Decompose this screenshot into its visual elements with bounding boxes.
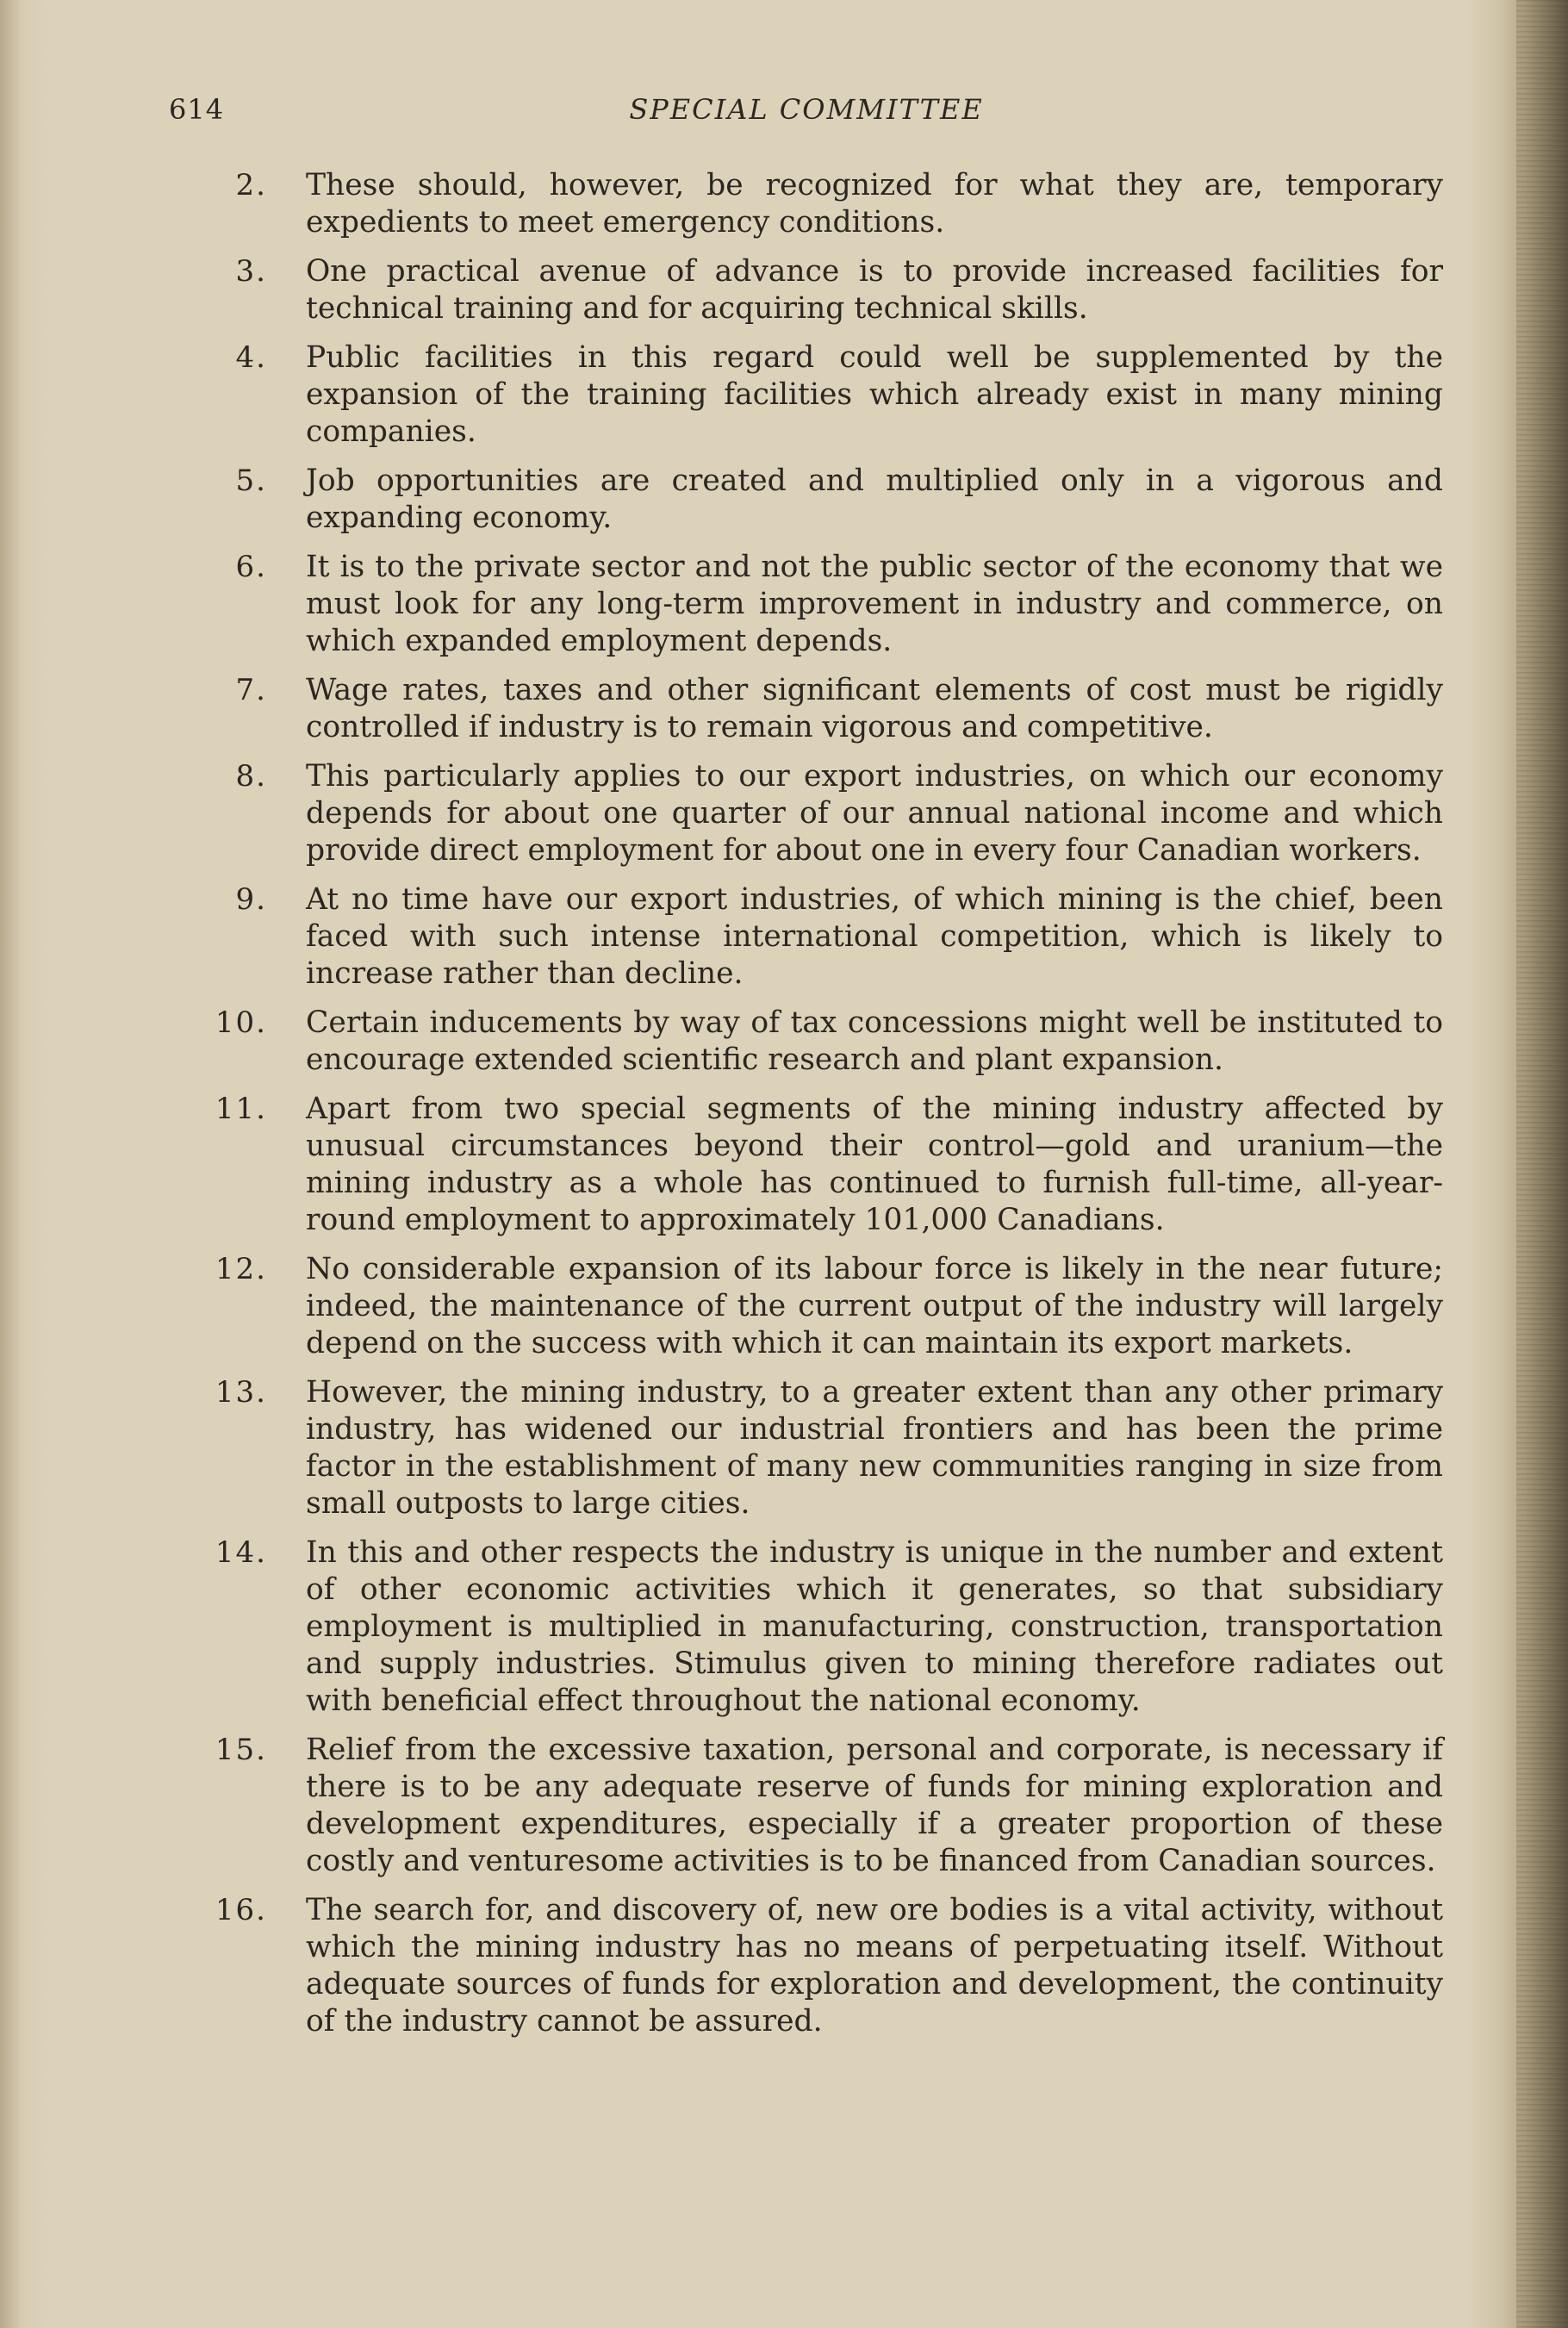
item-text: These should, however, be recognized for what they are, temporary expedients to meet emergency conditions. [306,168,1443,240]
list-item [198,1534,1447,1720]
item-text: Certain inducements by way of tax concessions might well be instituted to encourage extended scientific research and plant expansion. [306,1005,1443,1077]
page-left-edge [0,0,19,2328]
list-item [198,339,1447,451]
item-text: Relief from the excessive taxation, personal and corporate, is necessary if there is to be any adequate reserve of funds for mining exploration and development expenditures, especially if a greater proportion of these costly and venturesome activities is to be financed from Canadian sources. [306,1733,1443,1878]
item-number: 16. [215,1893,267,1927]
list-item [198,549,1447,660]
numbered-list [198,167,1447,2052]
list-item [198,463,1447,537]
running-head: SPECIAL COMMITTEE [629,93,984,126]
page-number: 614 [169,93,225,126]
item-text: In this and other respects the industry is unique in the number and extent of other economic activities which it generates, so that subsidiary employment is multiplied in manufacturing, construction, transportation and supply industries. Stimulus given to mining therefore radiates out with beneficial effect throughout the national economy. [306,1535,1443,1718]
list-item [198,1374,1447,1522]
page-header [169,93,1444,134]
item-text: This particularly applies to our export industries, on which our economy depends for about one quarter of our annual national income and which provide direct employment for about one in every four Canadian workers. [306,759,1443,868]
item-text: Job opportunities are created and multiplied only in a vigorous and expanding economy. [306,464,1443,535]
item-text: However, the mining industry, to a greater extent than any other primary industry, has widened our industrial frontiers and has been the prime factor in the establishment of many new communities ranging in size from small outposts to large cities. [306,1375,1443,1521]
item-number: 9. [235,882,267,917]
item-text: Wage rates, taxes and other significant elements of cost must be rigidly controlled if industry is to remain vigorous and competitive. [306,673,1443,744]
item-text: Apart from two special segments of the mining industry affected by unusual circumstances beyond their control—gold and uranium—the mining industry as a whole has continued to furnish full-time, all-year-round employment to approximately 101,000 Canadians. [306,1092,1443,1237]
item-number: 12. [215,1252,267,1286]
item-number: 5. [235,464,267,498]
item-text: The search for, and discovery of, new ore bodies is a vital activity, without which the mining industry has no means of perpetuating itself. Without adequate sources of funds for exploration and development, the continuity of the industry cannot be assured. [306,1893,1443,2039]
item-text: One practical avenue of advance is to provide increased facilities for technical training and for acquiring technical skills. [306,254,1443,326]
list-item [198,881,1447,993]
item-number: 13. [215,1375,267,1410]
page-binding-edge [1516,0,1568,2328]
list-item [198,1005,1447,1079]
list-item [198,672,1447,746]
item-number: 6. [235,550,267,584]
item-number: 14. [215,1535,267,1570]
list-item [198,758,1447,869]
list-item [198,253,1447,327]
item-number: 3. [235,254,267,289]
item-number: 2. [235,168,267,202]
item-number: 8. [235,759,267,794]
item-text: Public facilities in this regard could well be supplemented by the expansion of the training facilities which already exist in many mining companies. [306,340,1443,449]
list-item [198,1732,1447,1880]
item-text: No considerable expansion of its labour force is likely in the near future; indeed, the maintenance of the current output of the industry will largely depend on the success with which it can maintain its export markets. [306,1252,1443,1360]
list-item [198,1892,1447,2040]
item-number: 4. [235,340,267,375]
item-number: 7. [235,673,267,707]
item-text: It is to the private sector and not the public sector of the economy that we must look for any long-term improvement in industry and commerce, on which expanded employment depends. [306,550,1443,658]
list-item [198,1091,1447,1239]
item-number: 15. [215,1733,267,1767]
item-number: 10. [215,1005,267,1040]
item-number: 11. [215,1092,267,1126]
item-text: At no time have our export industries, of which mining is the chief, been faced with such intense international competition, which is likely to increase rather than decline. [306,882,1443,991]
list-item [198,1251,1447,1362]
list-item [198,167,1447,241]
